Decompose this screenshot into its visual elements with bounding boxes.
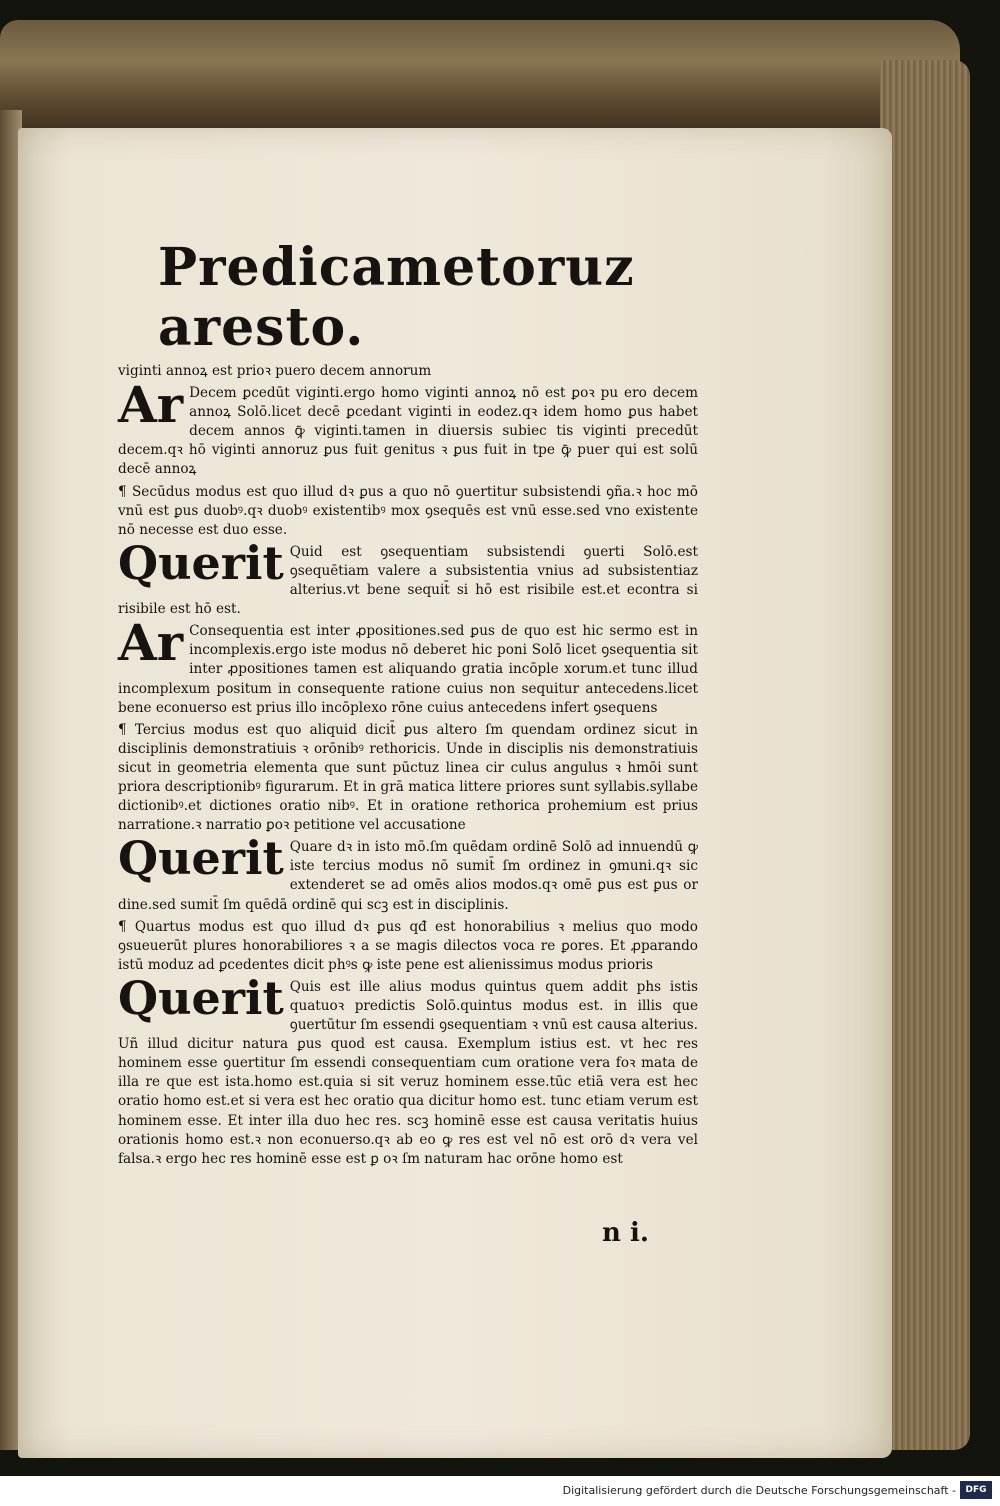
paragraph-text: Consequentia est inter ꝓpositiones.sed ꝑus de quo est hic sermo est in incomplexis.ergo iste modus nō deberet hic poni Solō licet ꝯsequentia sit inter ꝓpositiones tamen est aliquando gratia incōple xorum.et tunc illud incomplexum positum in consequente ratione cuius non sequitur antecedens.licet bene econuerso est prius illo incōplexo rōne cuius antecedens infert ꝯsequens [118,623,698,716]
initial-word: Ar [118,375,184,435]
initial-word: Querit [118,970,284,1025]
text-paragraph [118,613,698,717]
paragraph-text: Decem ꝑcedūt viginti.ergo homo viginti annoꝝ nō est ꝑoꝛ pu ero decem annoꝝ Solō.licet decē ꝑcedant viginti in eodez.qꝛ idem homo ꝑus habet decem annos ꝙ̄ viginti.tamen in diuersis subiec tis viginti precedūt decem.qꝛ hō viginti annoruz ꝑus fuit genitus ꝛ ꝑus fuit in tpe ꝙ̄ puer qui est solū decē annoꝝ [118,385,698,478]
book-page-edges [880,60,970,1450]
book-page [18,128,892,1458]
initial-word: Querit [118,535,284,590]
text-paragraph [118,721,698,836]
footer-credit: Digitalisierung gefördert durch die Deutsche Forschungsgemeinschaft - [562,1484,956,1497]
paragraph-text: ¶ Tercius modus est quo aliquid dicit̄ ꝑus altero ſm quendam ordinez sicut in disciplinis demonstratiuis ꝛ orōnibꝰ rethoricis. Unde in disciplis nis demonstratiuis sicut in geometria elementa que sunt pūctuz linea cir culus angulus ꝛ hmōi sunt priora descriptionibꝰ figurarum. Et in grā matica littere priores sunt syllabis.syllabe dictionibꝰ.et dictiones oratio nibꝰ. Et in oratione rethorica prohemium est prius narratione.ꝛ narratio ꝑoꝛ petitione vel accusatione [118,721,698,834]
paragraph-text: ¶ Secūdus modus est quo illud dꝛ ꝑus a quo nō ꝯuertitur subsistendi ꝯña.ꝛ hoc mō vnū est ꝑus duobꝰ.qꝛ duobꝰ existentibꝰ mox ꝯsequēs est vnū esse.sed vno existente nō necesse est duo esse. [118,483,698,538]
paragraph-text: viginti annoꝝ est prioꝛ puero decem annorum [118,363,432,379]
paragraph-text: Quare dꝛ in isto mō.ſm quēdam ordinē Solō ad innuendū ꝙ iste tercius modus nō sumit̄ ſm ordinez in ꝯmuni.qꝛ sic extenderet se ad omēs alios modos.qꝛ omē ꝑus est ꝑus or dine.sed sumit̄ ſm quēdā ordinē qui scꝫ est in disciplinis. [118,839,698,913]
text-block [118,238,698,1172]
text-paragraph [118,970,698,1169]
paragraph-text: ¶ Quartus modus est quo illud dꝛ ꝑus qđ est honorabilius ꝛ melius quo modo ꝯsueuerūt plures honorabiliores ꝛ a se magis dilectos voca re ꝑores. Et ꝓparando istū moduz ad ꝑcedentes dicit phꝰs ꝙ iste pene est alienissimus modus prioris [118,918,698,973]
text-paragraph [118,918,698,975]
text-paragraph [118,362,698,381]
text-paragraph [118,375,698,479]
running-title: Predicametoruz aresto. [158,237,635,358]
initial-word: Querit [118,831,284,886]
digitization-footer [0,1476,1000,1506]
initial-word: Ar [118,613,184,673]
dfg-logo-icon: DFG [960,1481,992,1499]
paragraph-text: Quis est ille alius modus quintus quem addit phs istis quatuoꝛ predictis Solō.quintus modus est. in illis que ꝯuertūtur ſm essendi ꝯsequentiam ꝛ vnū est causa alterius. Uñ illud dicitur natura ꝑus quod est causa. Exemplum istius est. vt hec res hominem esse ꝯuertitur ſm essendi consequentiam cum oratione vera foꝛ mata de illa re que est ista.homo est.quia si sit veruz hominem esse.tūc etiā vera est hec oratio homo est.et si vera est hec oratio qua dicitur homo est. tunc etiam verum est hominem esse. Et inter illa duo hec res. scꝫ hominē esse est causa veritatis huius orationis homo est.ꝛ non econuerso.qꝛ ab eo ꝙ res est vel nō est orō dꝛ vera vel falsa.ꝛ ergo hec res hominē esse est ꝑ oꝛ ſm naturam hac orōne homo est [118,978,698,1167]
book-top-edge [0,20,960,135]
signature-mark: n i. [602,1218,649,1248]
text-paragraph [118,483,698,540]
text-paragraph [118,535,698,619]
text-paragraph [118,831,698,914]
paragraph-text: Quid est ꝯsequentiam subsistendi ꝯuerti Solō.est ꝯsequētiam valere a subsistentia vnius ad subsistentiaz alterius.vt bene sequit̄ si hō est risibile est.et econtra si risibile est hō est. [118,543,698,618]
